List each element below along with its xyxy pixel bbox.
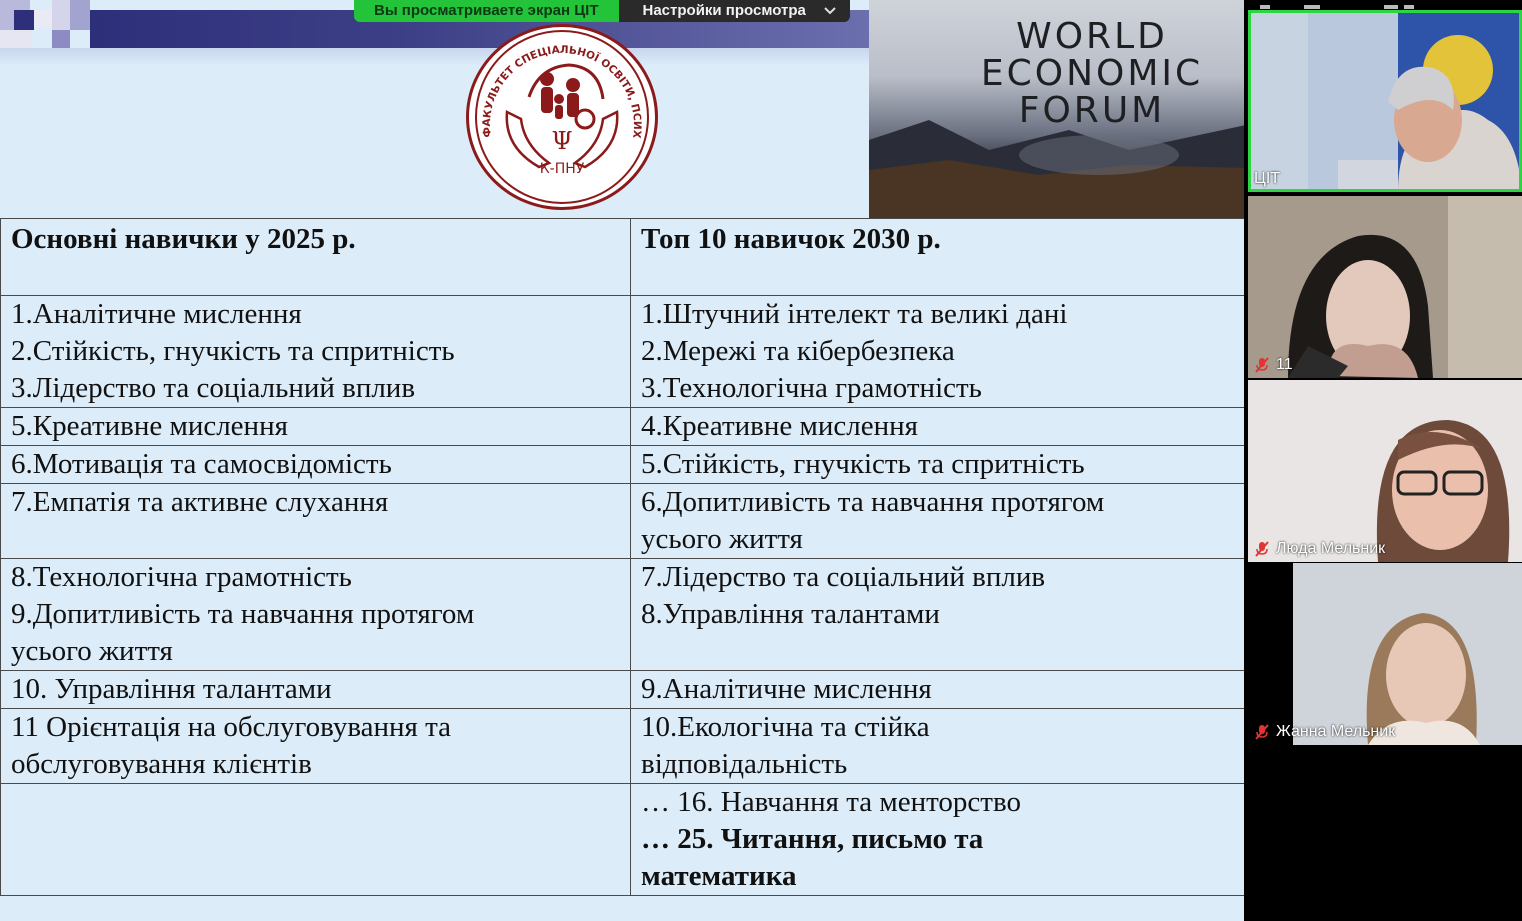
faculty-logo bbox=[466, 24, 658, 210]
skill-line: 3.Лідерство та соціальний вплив bbox=[11, 372, 416, 404]
skills-2025-cell bbox=[1, 559, 631, 671]
microphone-muted-icon bbox=[1254, 357, 1270, 373]
participant-name bbox=[1254, 723, 1395, 741]
chevron-down-icon bbox=[824, 7, 836, 15]
view-options-button[interactable] bbox=[619, 0, 850, 22]
decor-square bbox=[52, 0, 70, 30]
skill-line: 2.Мережі та кібербезпека bbox=[641, 335, 955, 367]
table-row bbox=[1, 408, 1266, 446]
participant-name bbox=[1254, 170, 1280, 188]
decor-square bbox=[52, 30, 70, 48]
video-feed-icon bbox=[1248, 563, 1522, 745]
decor-square bbox=[14, 10, 34, 30]
table-row bbox=[1, 784, 1266, 896]
skills-2030-cell bbox=[631, 296, 1266, 408]
skills-2025-cell bbox=[1, 408, 631, 446]
svg-text:ФАКУЛЬТЕТ СПЕЦІАЛЬНОЇ ОСВІТИ,: ФАКУЛЬТЕТ СПЕЦІАЛЬНОЇ ОСВІТИ, ПСИХ bbox=[480, 43, 644, 139]
wef-line-1: WORLD bbox=[1016, 16, 1168, 57]
skill-line: 5.Креативне мислення bbox=[11, 410, 288, 442]
view-options-label: Настройки просмотра bbox=[642, 2, 806, 19]
header-2030: Топ 10 навичок 2030 р. bbox=[631, 219, 1266, 296]
participant-name bbox=[1254, 356, 1293, 374]
participant-name-text: 11 bbox=[1276, 356, 1293, 373]
skill-line: 1.Аналітичне мислення bbox=[11, 298, 302, 330]
panel-top-controls bbox=[1254, 0, 1514, 10]
participant-tile[interactable] bbox=[1248, 563, 1522, 745]
skill-line: 7.Лідерство та соціальний вплив bbox=[641, 561, 1046, 593]
skill-line: обслуговування клієнтів bbox=[11, 748, 312, 780]
skills-2025-cell bbox=[1, 446, 631, 484]
skills-2030-cell bbox=[631, 484, 1266, 559]
skill-line: математика bbox=[641, 860, 797, 892]
skills-2025-cell bbox=[1, 296, 631, 408]
skill-line: усього життя bbox=[11, 635, 173, 667]
wef-image bbox=[869, 0, 1246, 218]
skills-table bbox=[0, 218, 1266, 896]
skill-line: відповідальність bbox=[641, 748, 848, 780]
skills-2030-cell bbox=[631, 559, 1266, 671]
skill-line: 3.Технологічна грамотність bbox=[641, 372, 982, 404]
skill-line: усього життя bbox=[641, 523, 803, 555]
participant-name-text: Жанна Мельник bbox=[1276, 723, 1396, 740]
skill-line: 8.Технологічна грамотність bbox=[11, 561, 352, 593]
title-bar-fade bbox=[0, 48, 870, 66]
video-feed-icon bbox=[1248, 10, 1522, 192]
wef-line-3: FORUM bbox=[1018, 90, 1166, 131]
skills-2030-cell bbox=[631, 709, 1266, 784]
skill-line: 9.Аналітичне мислення bbox=[641, 673, 932, 705]
skills-2025-cell bbox=[1, 671, 631, 709]
skill-line: 11 Орієнтація на обслуговування та bbox=[11, 711, 452, 743]
faculty-emblem-icon bbox=[469, 27, 655, 207]
skills-2030-cell bbox=[631, 446, 1266, 484]
participant-tile[interactable] bbox=[1248, 380, 1522, 562]
skill-line: 1.Штучний інтелект та великі дані bbox=[641, 298, 1068, 330]
screen-share-bar bbox=[354, 0, 850, 22]
video-feed-icon bbox=[1248, 380, 1522, 562]
wef-logo-text bbox=[977, 18, 1207, 129]
skill-line: … 25. Читання, письмо та bbox=[641, 823, 984, 855]
skill-line: 7.Емпатія та активне слухання bbox=[11, 486, 389, 518]
participant-tile[interactable] bbox=[1248, 196, 1522, 378]
table-body bbox=[1, 296, 1266, 896]
decor-square bbox=[70, 0, 90, 30]
table-header-row bbox=[1, 219, 1266, 296]
header-2025: Основні навички у 2025 р. bbox=[1, 219, 631, 296]
skill-line: … 16. Навчання та менторство bbox=[641, 786, 1021, 818]
skill-line: 6.Допитливість та навчання протягом bbox=[641, 486, 1105, 518]
table-row bbox=[1, 559, 1266, 671]
participant-name-text: Люда Мельник bbox=[1276, 540, 1386, 557]
skill-line: 5.Стійкість, гнучкість та спритність bbox=[641, 448, 1085, 480]
table-row bbox=[1, 446, 1266, 484]
skills-2025-cell bbox=[1, 709, 631, 784]
participants-video-panel bbox=[1244, 0, 1522, 921]
participant-name bbox=[1254, 540, 1385, 558]
table-row bbox=[1, 484, 1266, 559]
skill-line: 4.Креативне мислення bbox=[641, 410, 918, 442]
viewing-screen-label: Вы просматриваете экран ЦIТ bbox=[354, 0, 619, 22]
table-row bbox=[1, 671, 1266, 709]
skill-line: 8.Управління талантами bbox=[641, 598, 940, 630]
skills-2030-cell bbox=[631, 671, 1266, 709]
video-feed-icon bbox=[1248, 196, 1522, 378]
skill-line: 6.Мотивація та самосвідомість bbox=[11, 448, 392, 480]
svg-text:Ψ: Ψ bbox=[551, 127, 573, 155]
skills-2030-cell bbox=[631, 784, 1266, 896]
skill-line: 2.Стійкість, гнучкість та спритність bbox=[11, 335, 455, 367]
participant-name-text: ЦIТ bbox=[1254, 170, 1281, 187]
skill-line: 10.Екологічна та стійка bbox=[641, 711, 930, 743]
microphone-muted-icon bbox=[1254, 541, 1270, 557]
skill-line: 9.Допитливість та навчання протягом bbox=[11, 598, 475, 630]
skills-2025-cell bbox=[1, 784, 631, 896]
participant-tile[interactable] bbox=[1248, 10, 1522, 192]
microphone-muted-icon bbox=[1254, 724, 1270, 740]
wef-line-2: ECONOMIC bbox=[980, 53, 1204, 94]
svg-text:К-ПНУ: К-ПНУ bbox=[539, 161, 585, 177]
skills-2030-cell bbox=[631, 408, 1266, 446]
skill-line: 10. Управління талантами bbox=[11, 673, 332, 705]
decor-square bbox=[34, 10, 52, 28]
table-row bbox=[1, 296, 1266, 408]
table-row bbox=[1, 709, 1266, 784]
skills-2025-cell bbox=[1, 484, 631, 559]
